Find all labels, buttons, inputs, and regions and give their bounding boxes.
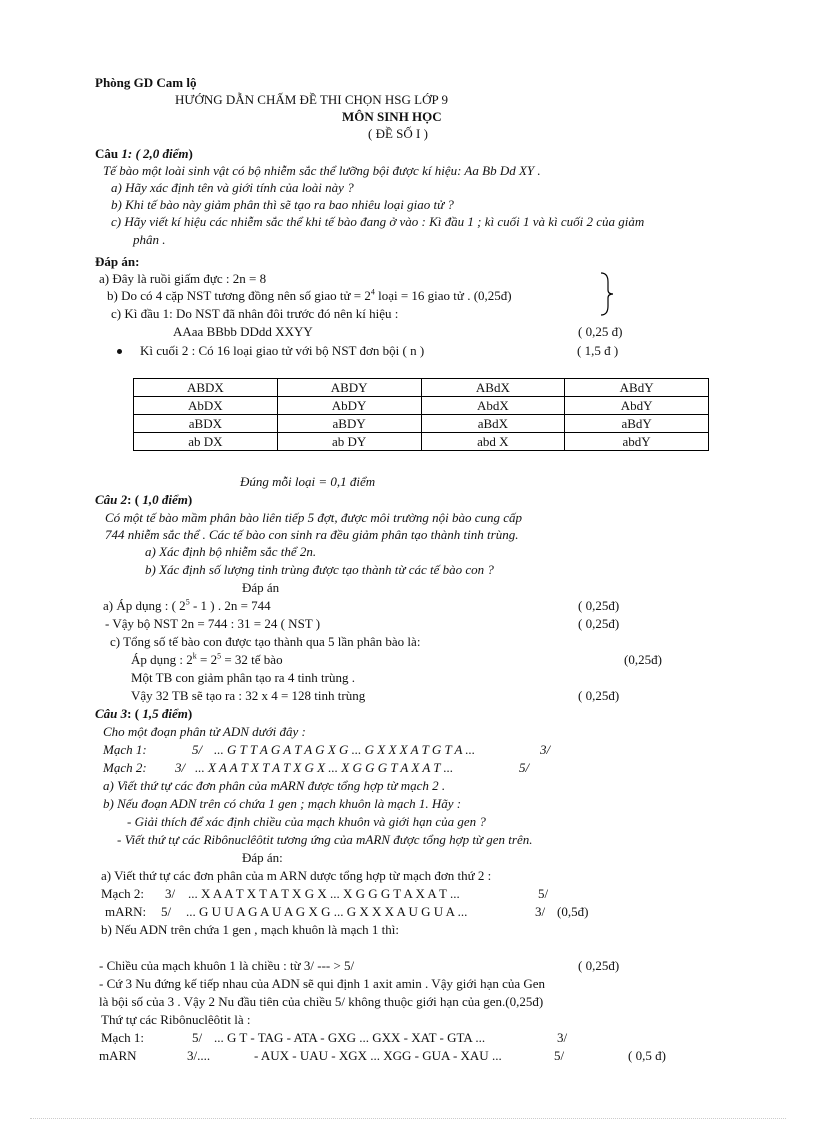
table-cell: ABdX bbox=[421, 379, 565, 397]
q2-answer-4: Áp dụng : $2^k = 2^5 = 32$ tế bào bbox=[131, 651, 283, 667]
table-cell: abd X bbox=[421, 433, 565, 451]
q1-answer-c2-points: ( 1,5 đ ) bbox=[577, 343, 619, 358]
q3-final-strand-1-seq: ... G T - TAG - ATA - GXG ... GXX - XAT - GTA ... bbox=[214, 1030, 486, 1045]
q3-final-mrna-seq: - AUX - UAU - XGX ... XGG - GUA - XAU ... bbox=[254, 1048, 502, 1063]
q1-answer-label: Đáp án: bbox=[95, 254, 140, 269]
q3-final-strand-1-label: Mạch 1: bbox=[101, 1030, 144, 1045]
q1-part-c: c) Hãy viết kí hiệu các nhiễm sắc thể khi tế bào đang ở vào : Kì đầu 1 ; kì cuối 1 và kì cuối 2 của giảm bbox=[111, 214, 645, 229]
q3-answer-strand-2-label: Mạch 2: bbox=[101, 886, 144, 901]
q2-answer-2: - Vậy bộ NST 2n = 744 : 31 = 24 ( NST ) bbox=[105, 616, 321, 631]
q3-final-strand-1-start: 5/ bbox=[192, 1030, 203, 1045]
q3-final-strand-1-end: 3/ bbox=[557, 1030, 568, 1045]
table-row bbox=[134, 397, 709, 415]
q1-intro: Tế bào một loài sinh vật có bộ nhiễm sắc thể lưỡng bội được kí hiệu: Aa Bb Dd XY . bbox=[103, 163, 541, 178]
table-cell: ABDY bbox=[277, 379, 421, 397]
q1-part-c-cont: phân . bbox=[133, 232, 166, 247]
q3-final-mrna-end: 5/ bbox=[554, 1048, 565, 1063]
q3-part-b-2: - Viết thứ tự các Ribônuclêôtit tương ứng của mARN được tổng hợp từ gen trên. bbox=[117, 832, 533, 847]
exam-variant: ( ĐỀ SỐ I ) bbox=[368, 126, 428, 141]
bullet-icon bbox=[117, 349, 122, 354]
q2-answer-6: Vậy 32 TB sẽ tạo ra : 32 x 4 = 128 tinh trùng bbox=[131, 688, 366, 703]
page-bottom-divider bbox=[30, 1118, 786, 1119]
q3-answer-mrna-label: mARN: bbox=[105, 904, 147, 919]
table-cell: ABdY bbox=[565, 379, 709, 397]
q3-strand-1-start: 5/ bbox=[192, 742, 203, 757]
q2-answer-3: c) Tổng số tế bào con được tạo thành qua 5 lần phân bào là: bbox=[110, 634, 421, 649]
q3-answer-b-3: là bội số của 3 . Vậy 2 Nu đầu tiên của chiều 5/ không thuộc giới hạn của gen.(0,25đ) bbox=[99, 994, 544, 1009]
q3-answer-mrna-seq: ... G U U A G A U A G X G ... G X X X A U G U A ... bbox=[186, 904, 468, 919]
table-cell: AbDX bbox=[134, 397, 278, 415]
table-cell: ab DY bbox=[277, 433, 421, 451]
q2-answer-4-points: (0,25đ) bbox=[624, 652, 662, 667]
q1-part-a: a) Hãy xác định tên và giới tính của loài này ? bbox=[111, 180, 354, 195]
table-cell: AbdY bbox=[565, 397, 709, 415]
q1-answer-a: a) Đây là ruồi giấm đực : 2n = 8 bbox=[99, 271, 267, 286]
table-row bbox=[134, 379, 709, 397]
q2-answer-5: Một TB con giảm phân tạo ra 4 tinh trùng . bbox=[131, 670, 355, 685]
q2-heading: Câu 2: ( 1,0 điểm) bbox=[95, 492, 193, 507]
q1-answer-c-symbols: AAaa BBbb DDdd XXYY bbox=[173, 324, 313, 339]
q3-answer-strand-2-seq: ... X A A T X T A T X G X ... X G G G T A X A T ... bbox=[188, 886, 460, 901]
q3-answer-b-1: - Chiều của mạch khuôn 1 là chiều : từ 3/ --- > 5/ bbox=[99, 958, 355, 973]
q3-answer-mrna-points: (0,5đ) bbox=[557, 904, 589, 919]
q3-answer-a: a) Viết thứ tự các đơn phân của m ARN dược tổng hợp từ mạch đơn thứ 2 : bbox=[101, 868, 492, 883]
right-brace-icon bbox=[600, 272, 614, 316]
q2-answer-1-points: ( 0,25đ) bbox=[578, 598, 620, 613]
table-cell: ab DX bbox=[134, 433, 278, 451]
q2-answer-label: Đáp án bbox=[242, 580, 280, 595]
q1-answer-c2: Kì cuối 2 : Có 16 loại giao tử với bộ NST đơn bội ( n ) bbox=[140, 343, 425, 358]
q3-part-b: b) Nếu đoạn ADN trên có chứa 1 gen ; mạch khuôn là mạch 1. Hãy : bbox=[103, 796, 462, 811]
table-cell: aBdX bbox=[421, 415, 565, 433]
table-cell: aBDX bbox=[134, 415, 278, 433]
q2-intro-2: 744 nhiễm sắc thể . Các tế bào con sinh ra đều giảm phân tạo thành tinh trùng. bbox=[105, 527, 519, 542]
q2-answer-2-points: ( 0,25đ) bbox=[578, 616, 620, 631]
department-name: Phòng GD Cam lộ bbox=[95, 75, 197, 90]
subject-title: MÔN SINH HỌC bbox=[342, 109, 442, 124]
q2-intro-1: Có một tế bào mầm phân bào liên tiếp 5 đợt, được môi trường nội bào cung cấp bbox=[105, 510, 523, 525]
q3-strand-1-end: 3/ bbox=[540, 742, 551, 757]
table-cell: AbdX bbox=[421, 397, 565, 415]
q1-answer-c: c) Kì đầu 1: Do NST đã nhân đôi trước đó nên kí hiệu : bbox=[111, 306, 399, 321]
table-cell: AbDY bbox=[277, 397, 421, 415]
q1-answer-b: b) Do có 4 cặp NST tương đồng nên số giao tử = $2^4$ loại = 16 giao tử . (0,25đ) bbox=[107, 287, 512, 303]
q3-final-mrna-points: ( 0,5 đ) bbox=[628, 1048, 666, 1063]
q3-strand-1-seq: ... G T T A G A T A G X G ... G X X X A T G T A ... bbox=[214, 742, 476, 757]
q3-heading: Câu 3: ( 1,5 điểm) bbox=[95, 706, 193, 721]
q2-part-b: b) Xác định số lượng tinh trùng được tạo thành từ các tế bào con ? bbox=[145, 562, 494, 577]
q3-strand-2-end: 5/ bbox=[519, 760, 530, 775]
q3-answer-strand-2-start: 3/ bbox=[165, 886, 176, 901]
table-cell: aBDY bbox=[277, 415, 421, 433]
document-title: HƯỚNG DẪN CHẤM ĐỀ THI CHỌN HSG LỚP 9 bbox=[175, 92, 448, 107]
q3-strand-2-seq: ... X A A T X T A T X G X ... X G G G T A X A T ... bbox=[195, 760, 454, 775]
table-cell: aBdY bbox=[565, 415, 709, 433]
q3-answer-b: b) Nếu ADN trên chứa 1 gen , mạch khuôn là mạch 1 thì: bbox=[101, 922, 400, 937]
q3-answer-label: Đáp án: bbox=[242, 850, 283, 865]
q3-label-strand-2: Mạch 2: bbox=[103, 760, 147, 775]
q1-part-b: b) Khi tế bào này giảm phân thì sẽ tạo ra bao nhiêu loại giao tử ? bbox=[111, 197, 454, 212]
q3-answer-b-1-points: ( 0,25đ) bbox=[578, 958, 620, 973]
q3-answer-strand-2-end: 5/ bbox=[538, 886, 549, 901]
table-row bbox=[134, 415, 709, 433]
q1-heading: Câu 1: ( 2,0 điểm) bbox=[95, 146, 193, 161]
q1-answer-c-points: ( 0,25 đ) bbox=[578, 324, 623, 339]
q3-strand-2-start: 3/ bbox=[175, 760, 186, 775]
q3-intro: Cho một đoạn phân tử ADN dưới đây : bbox=[103, 724, 306, 739]
q3-part-b-1: - Giải thích để xác định chiều của mạch khuôn và giới hạn của gen ? bbox=[127, 814, 486, 829]
q2-part-a: a) Xác định bộ nhiễm sắc thể 2n. bbox=[145, 544, 317, 559]
q3-answer-b-4: Thứ tự các Ribônuclêôtit là : bbox=[101, 1012, 251, 1027]
q1-scoring-note: Đúng mỗi loại = 0,1 điểm bbox=[240, 474, 376, 489]
q3-answer-b-2: - Cứ 3 Nu đứng kế tiếp nhau của ADN sẽ qui định 1 axit amin . Vậy giới hạn của Gen bbox=[99, 976, 546, 991]
q2-answer-6-points: ( 0,25đ) bbox=[578, 688, 620, 703]
q3-final-mrna-start: 3/.... bbox=[187, 1048, 211, 1063]
table-row bbox=[134, 433, 709, 451]
table-cell: ABDX bbox=[134, 379, 278, 397]
table-cell: abdY bbox=[565, 433, 709, 451]
q3-answer-mrna-start: 5/ bbox=[161, 904, 172, 919]
q3-answer-mrna-end: 3/ bbox=[535, 904, 546, 919]
q3-label-strand-1: Mạch 1: bbox=[103, 742, 147, 757]
q3-part-a: a) Viết thứ tự các đơn phân của mARN được tổng hợp từ mạch 2 . bbox=[103, 778, 446, 793]
q2-answer-1: a) Áp dụng : ( $2^5 - 1$ ) . 2n = 744 bbox=[103, 597, 271, 613]
q3-final-mrna-label: mARN bbox=[99, 1048, 137, 1063]
gamete-table bbox=[133, 378, 709, 451]
